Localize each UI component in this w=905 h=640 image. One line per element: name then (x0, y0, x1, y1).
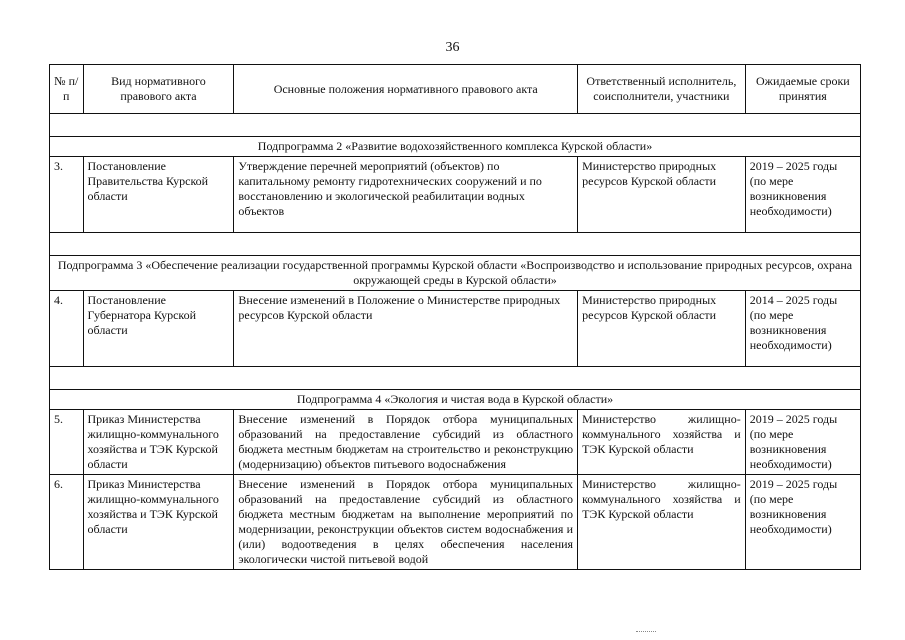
table-row (50, 475, 861, 570)
header-kind: Вид нормативного правового акта (83, 65, 234, 114)
row-terms: 2014 – 2025 годы (по мере возникновения необходимости) (745, 291, 860, 367)
row-kind: Постановление Губернатора Курской области (83, 291, 234, 367)
row-responsible: Министерство жилищно-коммунального хозяйства и ТЭК Курской области (578, 475, 746, 570)
header-terms: Ожидаемые сроки принятия (745, 65, 860, 114)
spacer-row (50, 367, 861, 390)
row-kind: Приказ Министерства жилищно-коммунального хозяйства и ТЭК Курской области (83, 410, 234, 475)
row-kind: Приказ Министерства жилищно-коммунального хозяйства и ТЭК Курской области (83, 475, 234, 570)
table-row (50, 291, 861, 367)
section-title: Подпрограмма 3 «Обеспечение реализации государственной программы Курской области «Воспроизводство и использование природных ресурсов, охрана окружающей среды в Курской области» (50, 256, 861, 291)
row-num: 5. (50, 410, 84, 475)
header-num: № п/п (50, 65, 84, 114)
row-num: 6. (50, 475, 84, 570)
section-title: Подпрограмма 4 «Экология и чистая вода в Курской области» (50, 390, 861, 410)
table-header-row (50, 65, 861, 114)
row-terms: 2019 – 2025 годы (по мере возникновения необходимости) (745, 157, 860, 233)
row-kind: Постановление Правительства Курской области (83, 157, 234, 233)
row-num: 4. (50, 291, 84, 367)
section-row (50, 137, 861, 157)
section-row (50, 390, 861, 410)
row-responsible: Министерство жилищно-коммунального хозяйства и ТЭК Курской области (578, 410, 746, 475)
row-provisions: Утверждение перечней мероприятий (объектов) по капитальному ремонту гидротехнических сооружений и по восстановлению и экологической реабилитации водных объектов (234, 157, 578, 233)
header-responsible: Ответственный исполнитель, соисполнители, участники (578, 65, 746, 114)
section-row (50, 256, 861, 291)
legal-acts-table (49, 64, 861, 570)
row-provisions: Внесение изменений в Порядок отбора муниципальных образований на предоставление субсидий из областного бюджета местным бюджетам на выполнение мероприятий по модернизации, реконструкции объектов систем водоснабжения и (или) водоотведения в целях обеспечения населения экологически чистой питьевой водой (234, 475, 578, 570)
spacer-row (50, 114, 861, 137)
spacer-row (50, 233, 861, 256)
row-terms: 2019 – 2025 годы (по мере возникновения необходимости) (745, 475, 860, 570)
row-responsible: Министерство природных ресурсов Курской области (578, 157, 746, 233)
table-row (50, 410, 861, 475)
row-responsible: Министерство природных ресурсов Курской области (578, 291, 746, 367)
table-row (50, 157, 861, 233)
row-provisions: Внесение изменений в Порядок отбора муниципальных образований на предоставление субсидий из областного бюджета местным бюджетам на строительство и реконструкцию (модернизацию) объектов питьевого водоснабжения (234, 410, 578, 475)
section-title: Подпрограмма 2 «Развитие водохозяйственного комплекса Курской области» (50, 137, 861, 157)
page-number: 36 (445, 40, 460, 55)
row-num: 3. (50, 157, 84, 233)
header-provisions: Основные положения нормативного правового акта (234, 65, 578, 114)
row-provisions: Внесение изменений в Положение о Министерстве природных ресурсов Курской области (234, 291, 578, 367)
scan-artifact (636, 631, 656, 634)
row-terms: 2019 – 2025 годы (по мере возникновения необходимости) (745, 410, 860, 475)
